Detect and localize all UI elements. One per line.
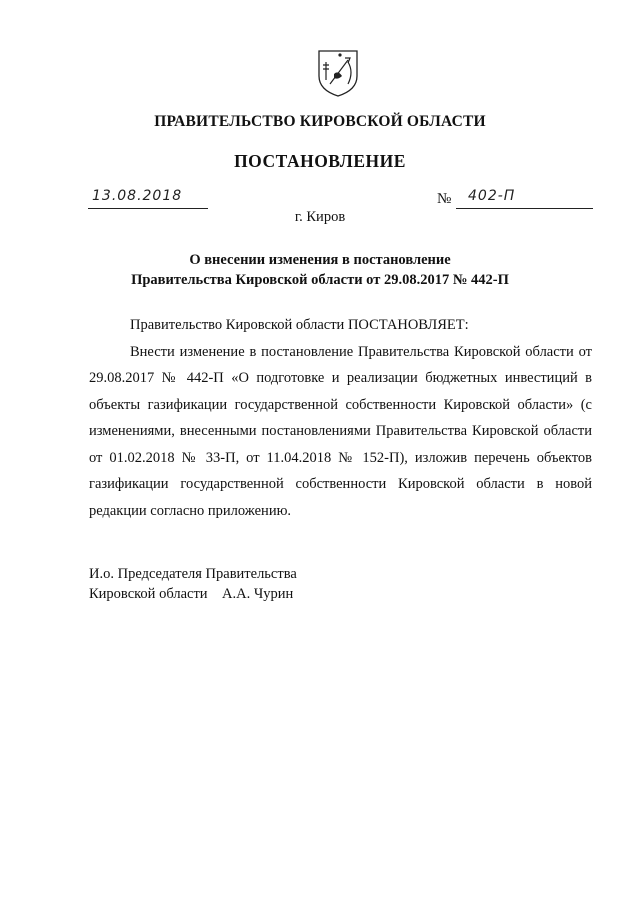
document-date: 13.08.2018: [92, 188, 183, 204]
subject-line-1: О внесении изменения в постановление: [189, 252, 451, 268]
city: г. Киров: [294, 209, 346, 225]
document-number: 402-П: [468, 188, 516, 204]
signature-title: И.о. Председателя Правительства: [89, 566, 297, 582]
number-sign: №: [437, 191, 452, 207]
document-subject: [0, 250, 640, 290]
signature-block: [89, 564, 297, 604]
document-body: [89, 312, 592, 524]
subject-line-2: Правительства Кировской области от 29.08.2017 № 442-П: [131, 272, 509, 288]
body-paragraph: Внести изменение в постановление Правительства Кировской области от 29.08.2017 № 442-П «О подготовке и реализации бюджетных инвестиций в объекты газификации государственной собственности Кировской области» (с изменениями, внесенными постановлениями Правительства Кировской области от 01.02.2018 № 33-П, от 11.04.2018 № 152-П), изложив перечень объектов газификации государственной собственности Кировской области в новой редакции согласно приложению.: [89, 343, 592, 519]
signature-name: Кировской области А.А. Чурин: [89, 586, 294, 602]
body-intro: Правительство Кировской области ПОСТАНОВЛЯЕТ:: [130, 317, 469, 333]
coat-of-arms-icon: [316, 48, 360, 98]
document-type: ПОСТАНОВЛЕНИЕ: [234, 151, 406, 171]
government-title: ПРАВИТЕЛЬСТВО КИРОВСКОЙ ОБЛАСТИ: [154, 113, 486, 130]
